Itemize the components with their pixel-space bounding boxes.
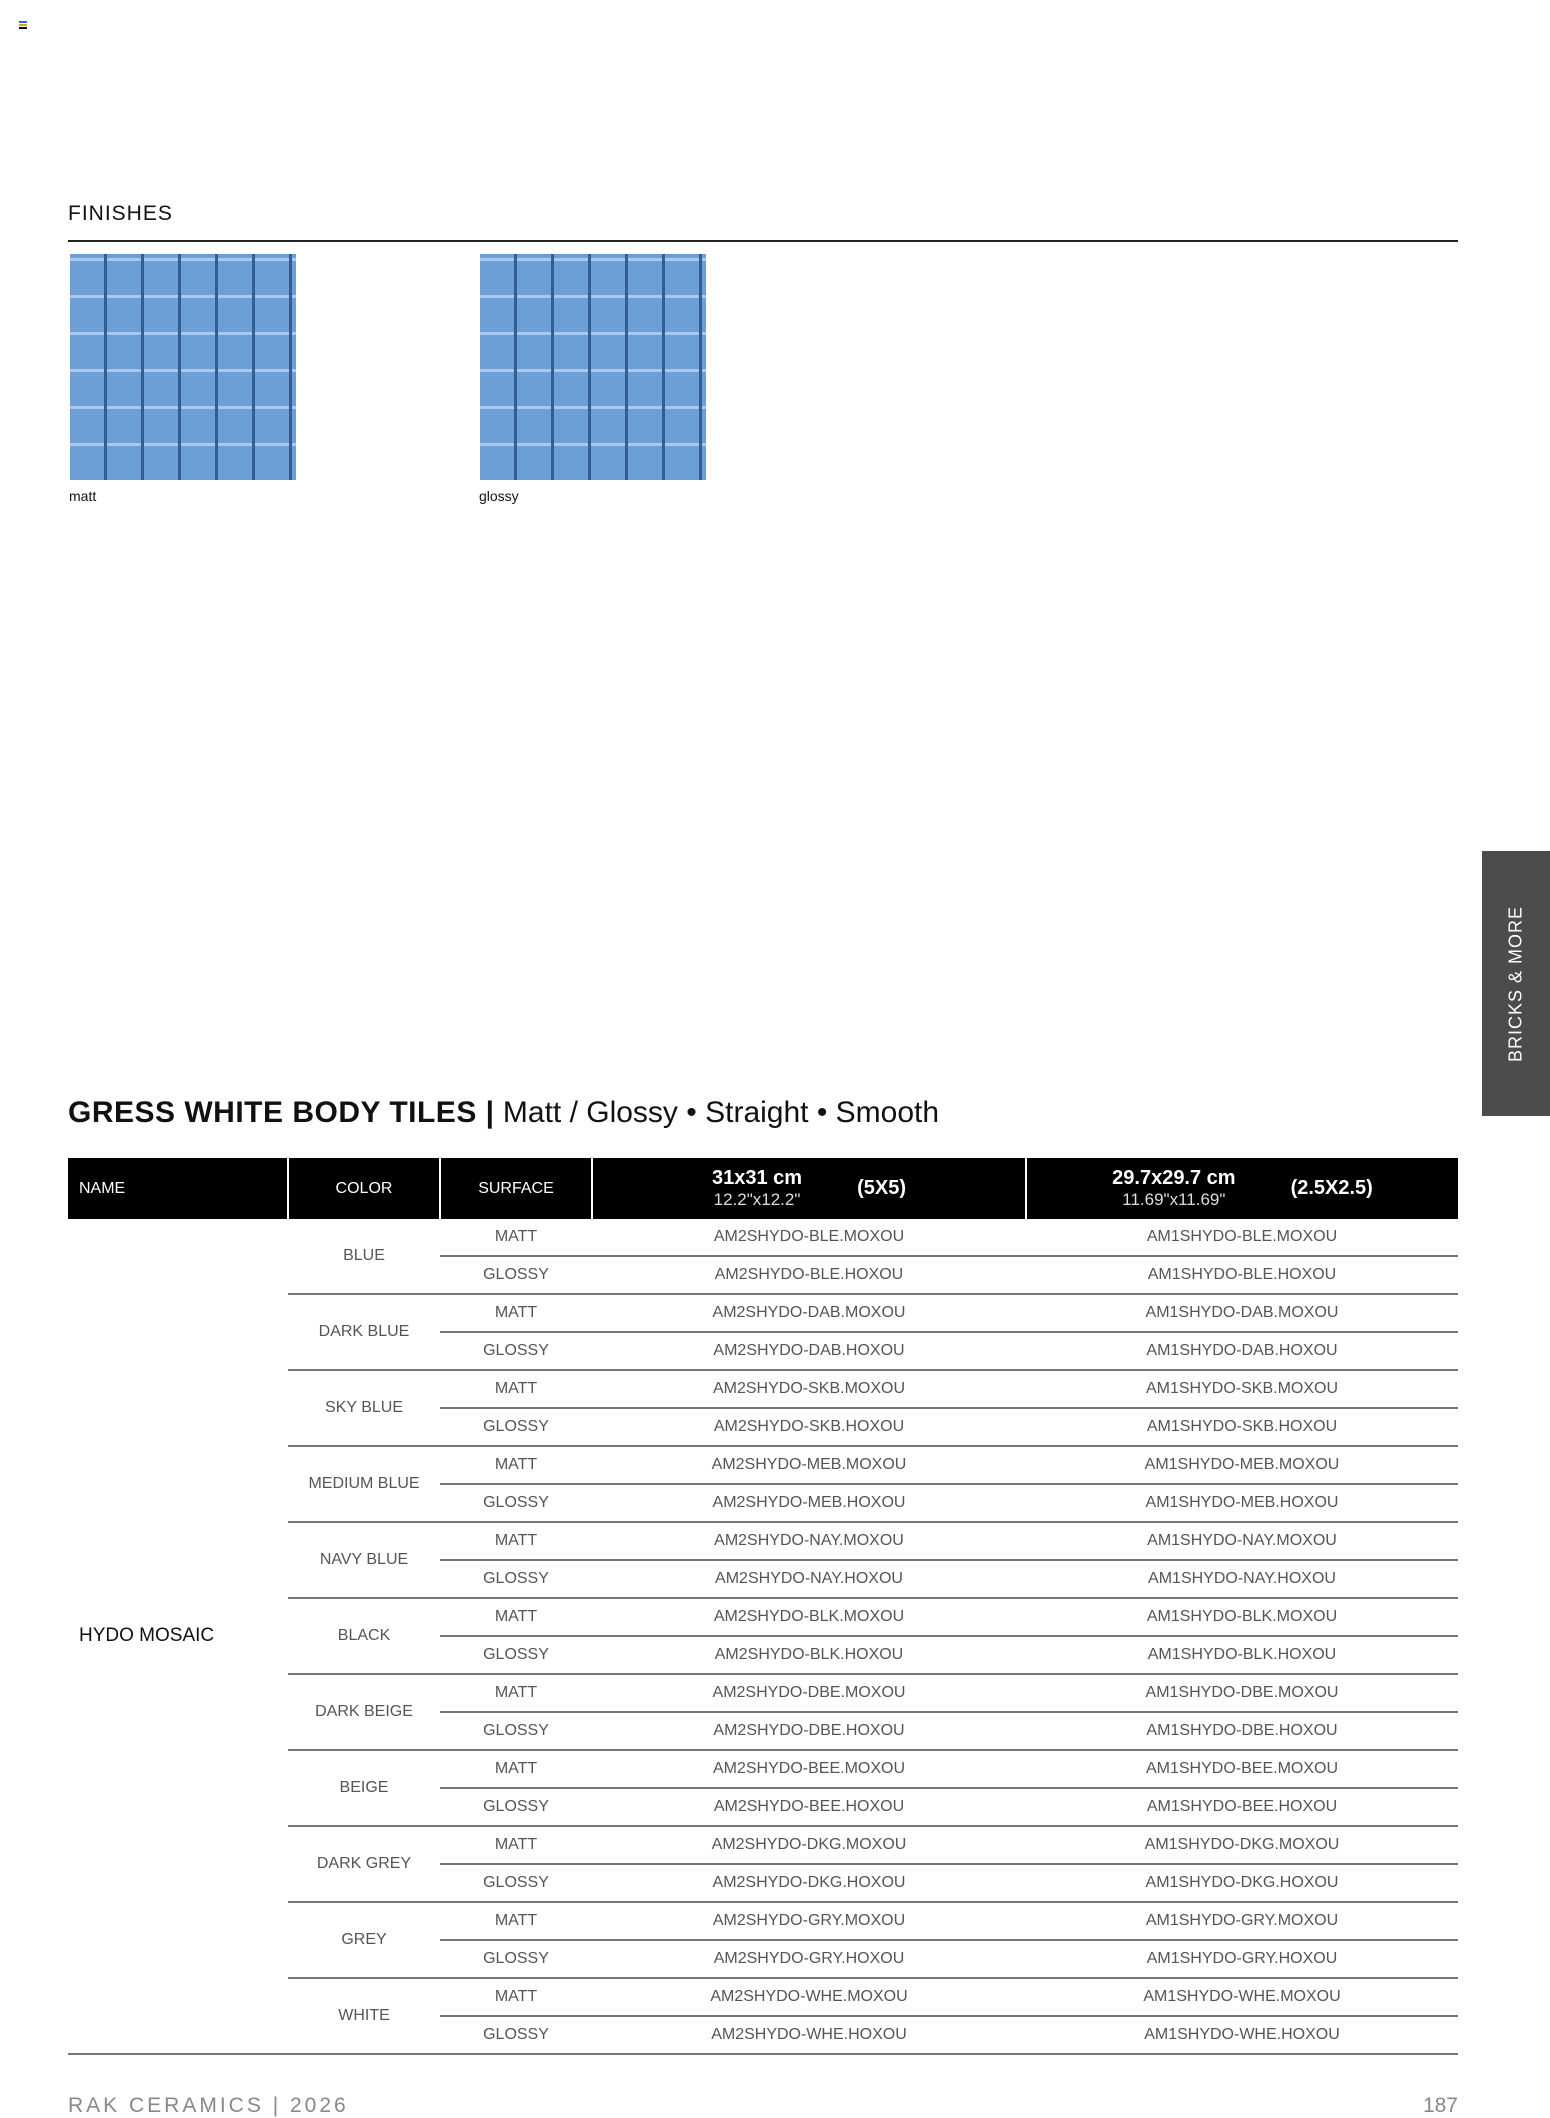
color-cell: MEDIUM BLUE (288, 1446, 440, 1522)
color-cell: NAVY BLUE (288, 1522, 440, 1598)
code-31x31-cell: AM2SHYDO-NAY.MOXOU (592, 1522, 1026, 1560)
surface-cell: GLOSSY (440, 1712, 592, 1750)
code-29x29-cell: AM1SHYDO-BEE.MOXOU (1026, 1750, 1458, 1788)
code-29x29-cell: AM1SHYDO-DKG.HOXOU (1026, 1864, 1458, 1902)
glossy-swatch-label: glossy (479, 488, 519, 504)
surface-cell: MATT (440, 1294, 592, 1332)
surface-cell: GLOSSY (440, 1788, 592, 1826)
code-29x29-cell: AM1SHYDO-DAB.MOXOU (1026, 1294, 1458, 1332)
header-surface: SURFACE (440, 1158, 592, 1219)
color-cell: BLUE (288, 1219, 440, 1294)
finishes-heading: FINISHES (68, 202, 173, 225)
code-29x29-cell: AM1SHYDO-GRY.MOXOU (1026, 1902, 1458, 1940)
code-31x31-cell: AM2SHYDO-BEE.HOXOU (592, 1788, 1026, 1826)
glossy-finish-swatch (480, 254, 706, 480)
code-29x29-cell: AM1SHYDO-MEB.HOXOU (1026, 1484, 1458, 1522)
surface-cell: MATT (440, 1522, 592, 1560)
code-29x29-cell: AM1SHYDO-MEB.MOXOU (1026, 1446, 1458, 1484)
surface-cell: MATT (440, 1598, 592, 1636)
code-31x31-cell: AM2SHYDO-BEE.MOXOU (592, 1750, 1026, 1788)
code-31x31-cell: AM2SHYDO-DAB.HOXOU (592, 1332, 1026, 1370)
header-color: COLOR (288, 1158, 440, 1219)
size2-grid: (2.5X2.5) (1290, 1177, 1373, 1199)
surface-cell: MATT (440, 1370, 592, 1408)
color-cell: DARK BLUE (288, 1294, 440, 1370)
table-body (68, 1219, 1458, 2054)
surface-cell: GLOSSY (440, 2016, 592, 2054)
print-registration-marks (19, 21, 27, 30)
surface-cell: GLOSSY (440, 1560, 592, 1598)
surface-cell: GLOSSY (440, 1940, 592, 1978)
surface-cell: MATT (440, 1446, 592, 1484)
code-31x31-cell: AM2SHYDO-DBE.HOXOU (592, 1712, 1026, 1750)
code-29x29-cell: AM1SHYDO-BLE.HOXOU (1026, 1256, 1458, 1294)
color-cell: WHITE (288, 1978, 440, 2054)
table-title-subtitle: Matt / Glossy • Straight • Smooth (494, 1096, 940, 1129)
header-size-31 (592, 1158, 1026, 1219)
size1-grid: (5X5) (857, 1177, 906, 1199)
size2-inch: 11.69"x11.69" (1122, 1190, 1226, 1209)
code-31x31-cell: AM2SHYDO-DKG.MOXOU (592, 1826, 1026, 1864)
header-name: NAME (68, 1158, 288, 1219)
color-cell: BEIGE (288, 1750, 440, 1826)
matt-swatch-label: matt (69, 488, 97, 504)
product-code-table (68, 1158, 1458, 2055)
surface-cell: MATT (440, 1750, 592, 1788)
table-title-bold: GRESS WHITE BODY TILES | (68, 1096, 495, 1129)
table-title (68, 1096, 939, 1130)
surface-cell: MATT (440, 1219, 592, 1256)
surface-cell: MATT (440, 1674, 592, 1712)
surface-cell: GLOSSY (440, 1256, 592, 1294)
code-31x31-cell: AM2SHYDO-SKB.MOXOU (592, 1370, 1026, 1408)
footer-brand: RAK CERAMICS | 2026 (68, 2094, 349, 2117)
color-cell: BLACK (288, 1598, 440, 1674)
surface-cell: GLOSSY (440, 1864, 592, 1902)
code-29x29-cell: AM1SHYDO-WHE.MOXOU (1026, 1978, 1458, 2016)
size2-cm: 29.7x29.7 cm (1112, 1167, 1236, 1189)
code-31x31-cell: AM2SHYDO-BLE.MOXOU (592, 1219, 1026, 1256)
code-31x31-cell: AM2SHYDO-BLK.MOXOU (592, 1598, 1026, 1636)
code-29x29-cell: AM1SHYDO-BLK.MOXOU (1026, 1598, 1458, 1636)
code-29x29-cell: AM1SHYDO-SKB.MOXOU (1026, 1370, 1458, 1408)
code-31x31-cell: AM2SHYDO-BLE.HOXOU (592, 1256, 1026, 1294)
size1-inch: 12.2"x12.2" (713, 1190, 801, 1209)
code-29x29-cell: AM1SHYDO-DBE.MOXOU (1026, 1674, 1458, 1712)
code-29x29-cell: AM1SHYDO-BLE.MOXOU (1026, 1219, 1458, 1256)
code-29x29-cell: AM1SHYDO-DAB.HOXOU (1026, 1332, 1458, 1370)
code-29x29-cell: AM1SHYDO-NAY.MOXOU (1026, 1522, 1458, 1560)
code-29x29-cell: AM1SHYDO-NAY.HOXOU (1026, 1560, 1458, 1598)
code-29x29-cell: AM1SHYDO-GRY.HOXOU (1026, 1940, 1458, 1978)
code-31x31-cell: AM2SHYDO-MEB.MOXOU (592, 1446, 1026, 1484)
code-29x29-cell: AM1SHYDO-DBE.HOXOU (1026, 1712, 1458, 1750)
code-31x31-cell: AM2SHYDO-GRY.MOXOU (592, 1902, 1026, 1940)
color-cell: DARK GREY (288, 1826, 440, 1902)
code-31x31-cell: AM2SHYDO-DKG.HOXOU (592, 1864, 1026, 1902)
side-tab-label: BRICKS & MORE (1505, 905, 1526, 1062)
section-side-tab[interactable] (1482, 851, 1550, 1116)
surface-cell: GLOSSY (440, 1408, 592, 1446)
code-31x31-cell: AM2SHYDO-DBE.MOXOU (592, 1674, 1026, 1712)
surface-cell: MATT (440, 1826, 592, 1864)
code-29x29-cell: AM1SHYDO-SKB.HOXOU (1026, 1408, 1458, 1446)
code-31x31-cell: AM2SHYDO-DAB.MOXOU (592, 1294, 1026, 1332)
surface-cell: MATT (440, 1978, 592, 2016)
code-31x31-cell: AM2SHYDO-MEB.HOXOU (592, 1484, 1026, 1522)
code-29x29-cell: AM1SHYDO-DKG.MOXOU (1026, 1826, 1458, 1864)
product-name-cell: HYDO MOSAIC (68, 1219, 288, 2054)
code-31x31-cell: AM2SHYDO-WHE.HOXOU (592, 2016, 1026, 2054)
code-29x29-cell: AM1SHYDO-BEE.HOXOU (1026, 1788, 1458, 1826)
surface-cell: GLOSSY (440, 1484, 592, 1522)
header-size-29 (1026, 1158, 1458, 1219)
code-31x31-cell: AM2SHYDO-GRY.HOXOU (592, 1940, 1026, 1978)
color-cell: SKY BLUE (288, 1370, 440, 1446)
code-31x31-cell: AM2SHYDO-NAY.HOXOU (592, 1560, 1026, 1598)
color-cell: DARK BEIGE (288, 1674, 440, 1750)
table-header-row (68, 1158, 1458, 1219)
code-31x31-cell: AM2SHYDO-WHE.MOXOU (592, 1978, 1026, 2016)
size1-cm: 31x31 cm (712, 1167, 803, 1189)
page-number: 187 (1422, 2094, 1458, 2117)
surface-cell: GLOSSY (440, 1636, 592, 1674)
code-31x31-cell: AM2SHYDO-BLK.HOXOU (592, 1636, 1026, 1674)
color-cell: GREY (288, 1902, 440, 1978)
finishes-divider (68, 240, 1458, 242)
table-row (68, 1219, 1458, 1256)
code-29x29-cell: AM1SHYDO-WHE.HOXOU (1026, 2016, 1458, 2054)
code-29x29-cell: AM1SHYDO-BLK.HOXOU (1026, 1636, 1458, 1674)
surface-cell: GLOSSY (440, 1332, 592, 1370)
matt-finish-swatch (70, 254, 296, 480)
surface-cell: MATT (440, 1902, 592, 1940)
code-31x31-cell: AM2SHYDO-SKB.HOXOU (592, 1408, 1026, 1446)
